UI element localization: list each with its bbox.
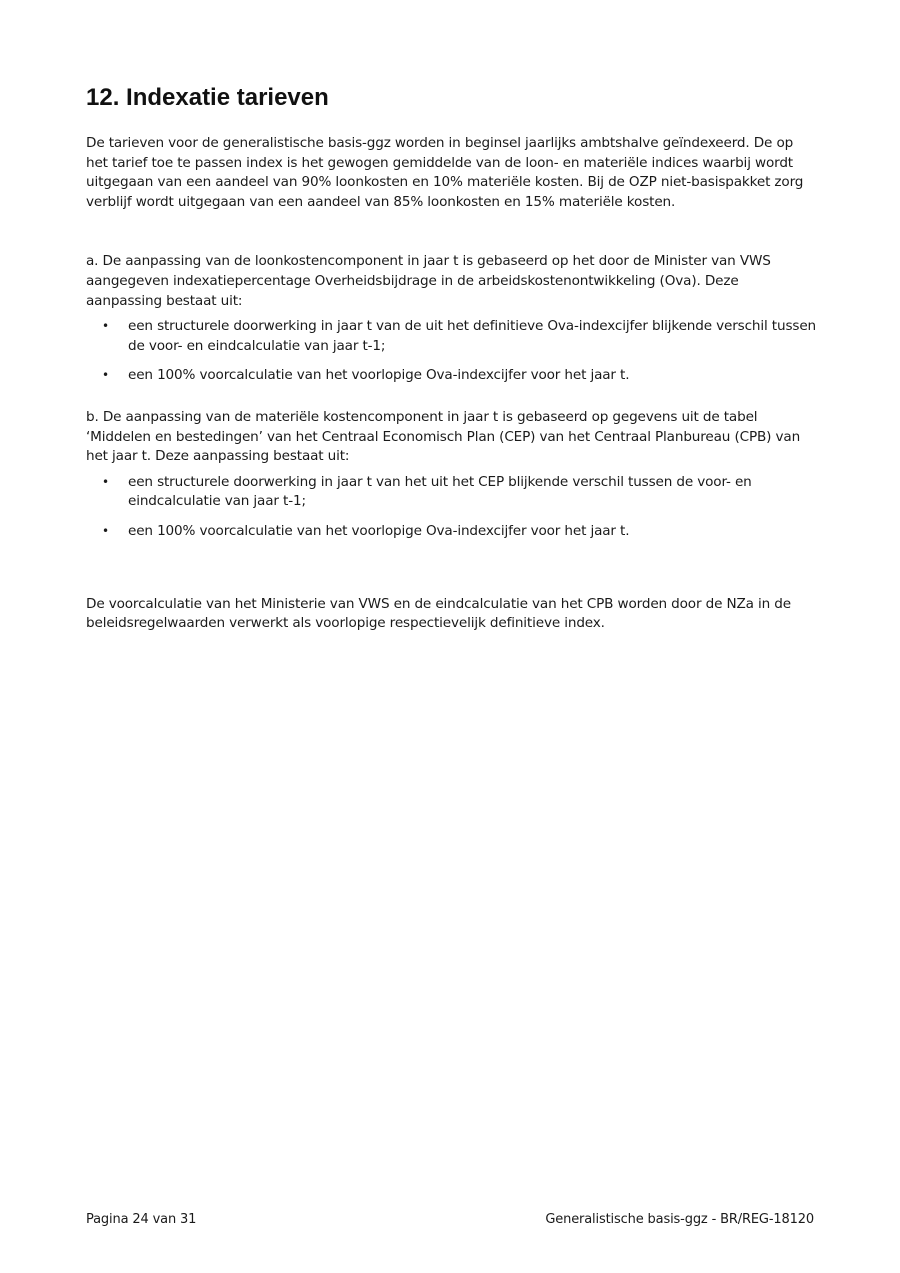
section-b-list: [86, 473, 816, 542]
document-reference: Generalistische basis-ggz - BR/REG-18120: [545, 1212, 814, 1227]
bullet-icon: •: [102, 523, 109, 538]
list-item: [86, 317, 816, 356]
list-item: [86, 366, 816, 386]
list-item-text: een structurele doorwerking in jaar t van het uit het CEP blijkende verschil tussen de voor- en eindcalculatie van jaar t-1;: [128, 473, 752, 510]
bullet-icon: •: [102, 368, 109, 383]
list-item-text: een 100% voorcalculatie van het voorlopige Ova-indexcijfer voor het jaar t.: [128, 522, 630, 539]
section-heading: 12. Indexatie tarieven: [86, 84, 329, 111]
bullet-icon: •: [102, 319, 109, 334]
page-number: Pagina 24 van 31: [86, 1212, 197, 1227]
section-b-paragraph: b. De aanpassing van de materiële kostencomponent in jaar t is gebaseerd op gegevens uit de tabel ‘Middelen en bestedingen’ van het Centraal Economisch Plan (CEP) van het Centraal Planbureau (CPB) van het jaar t. Deze aanpassing bestaat uit:: [86, 408, 801, 465]
document-page: [86, 84, 816, 634]
page-footer: [86, 1212, 814, 1227]
list-item-text: een 100% voorcalculatie van het voorlopige Ova-indexcijfer voor het jaar t.: [128, 367, 630, 384]
bullet-icon: •: [102, 474, 109, 489]
closing-paragraph: De voorcalculatie van het Ministerie van VWS en de eindcalculatie van het CPB worden door de NZa in de beleidsregelwaarden verwerkt als voorlopige respectievelijk definitieve index.: [86, 595, 791, 632]
section-a-paragraph: a. De aanpassing van de loonkostencomponent in jaar t is gebaseerd op het door de Minister van VWS aangegeven indexatiepercentage Overheidsbijdrage in de arbeidskostenontwikkeling (Ova). Deze aanpassing bestaat uit:: [86, 253, 771, 309]
list-item: [86, 522, 816, 542]
intro-paragraph: De tarieven voor de generalistische basis-ggz worden in beginsel jaarlijks ambtshalve geïndexeerd. De op het tarief toe te passen index is het gewogen gemiddelde van de loon- en materiële indices waarbij wordt uitgegaan van een aandeel van 90% loonkosten en 10% materiële kosten. Bij de OZP niet-basispakket zorg verblijf wordt uitgegaan van een aandeel van 85% loonkosten en 15% materiële kosten.: [86, 135, 804, 210]
list-item-text: een structurele doorwerking in jaar t van de uit het definitieve Ova-indexcijfer blijkende verschil tussen de voor- en eindcalculatie van jaar t-1;: [128, 318, 816, 354]
list-item: [86, 473, 816, 512]
section-a-list: [86, 317, 816, 386]
